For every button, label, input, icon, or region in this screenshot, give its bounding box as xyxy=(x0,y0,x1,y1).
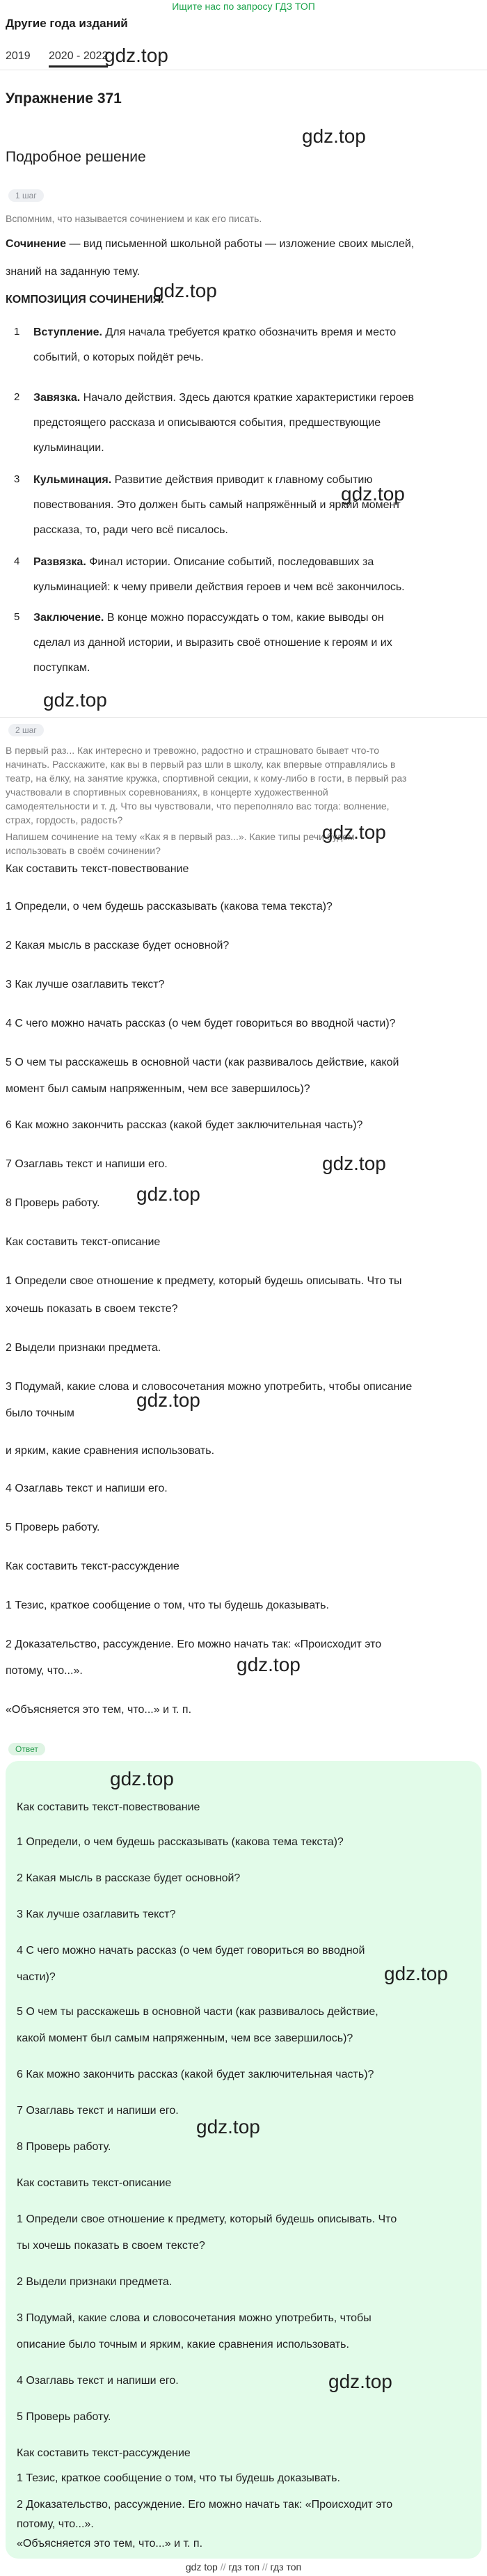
text-line: 5 О чем ты расскажешь в основной части (как развивалось действие, какой xyxy=(6,1057,399,1068)
step-badge: 1 шаг xyxy=(8,189,44,202)
text-line: было точным xyxy=(6,1407,74,1419)
answer-line: 1 Определи свое отношение к предмету, который будешь описывать. Что xyxy=(17,2213,397,2225)
text-line: Как составить текст-описание xyxy=(6,1236,161,1248)
answer-line: 5 Проверь работу. xyxy=(17,2411,111,2423)
item-term: Кульминация. xyxy=(33,474,112,486)
text-line: момент был самым напряженным, чем все завершилось)? xyxy=(6,1083,310,1095)
answer-line: 2 Выдели признаки предмета. xyxy=(17,2276,173,2288)
answer-line: потому, что...». xyxy=(17,2518,94,2530)
answer-line: 2 Какая мысль в рассказе будет основной? xyxy=(17,1872,241,1884)
answer-line: Как составить текст-описание xyxy=(17,2177,172,2189)
intro-line: самодеятельности и т. д. Что вы чувствовали, что переполняло вас тогда: волнение, xyxy=(6,800,390,812)
answer-line: ты хочешь показать в своем тексте? xyxy=(17,2240,205,2252)
watermark: gdz.top xyxy=(237,1654,301,1675)
text-line: 5 Проверь работу. xyxy=(6,1522,100,1533)
footer-link[interactable]: gdz top xyxy=(185,2561,218,2573)
footer-link[interactable]: гдз топ xyxy=(270,2561,302,2573)
text-line: 2 Выдели признаки предмета. xyxy=(6,1342,161,1354)
item-text: событий, о которых пойдёт речь. xyxy=(33,351,204,363)
answer-line: «Объясняется это тем, что...» и т. п. xyxy=(17,2538,203,2550)
answer-line: 2 Доказательство, рассуждение. Его можно начать так: «Происходит это xyxy=(17,2499,393,2511)
text-line: «Объясняется это тем, что...» и т. п. xyxy=(6,1704,192,1716)
item-text: повествования. Это должен быть самый напряжённый и яркий момент xyxy=(33,499,401,511)
watermark: gdz.top xyxy=(153,280,217,301)
item-term: Развязка. xyxy=(33,556,86,568)
answer-line: 5 О чем ты расскажешь в основной части (как развивалось действие, xyxy=(17,2006,378,2018)
composition-item xyxy=(33,550,479,600)
text-line: 8 Проверь работу. xyxy=(6,1197,100,1209)
search-hint-link[interactable]: Ищите нас по запросу ГДЗ ТОП xyxy=(172,1,315,12)
answer-line: Как составить текст-повествование xyxy=(17,1801,200,1813)
list-number: 1 xyxy=(14,326,20,338)
item-text: Финал истории. Описание событий, последовавших за xyxy=(86,556,374,568)
watermark: gdz.top xyxy=(110,1768,174,1789)
text-line: хочешь показать в своем тексте? xyxy=(6,1303,178,1315)
answer-line: 8 Проверь работу. xyxy=(17,2141,111,2153)
item-text: В конце можно порассуждать о том, какие выводы он xyxy=(104,612,384,624)
footer-links xyxy=(0,2561,487,2573)
step-task xyxy=(6,830,479,858)
composition-item xyxy=(33,468,479,543)
composition-title: КОМПОЗИЦИЯ СОЧИНЕНИЯ. xyxy=(6,294,164,306)
text-line: 6 Как можно закончить рассказ (какой будет заключительная часть)? xyxy=(6,1119,363,1131)
watermark: gdz.top xyxy=(302,125,366,147)
item-text: рассказа, то, ради чего всё писалось. xyxy=(33,524,228,536)
list-number: 4 xyxy=(14,555,20,567)
answer-line: Как составить текст-рассуждение xyxy=(17,2447,191,2459)
list-number: 5 xyxy=(14,611,20,623)
text-line: 1 Тезис, краткое сообщение о том, что ты будешь доказывать. xyxy=(6,1599,329,1611)
watermark: gdz.top xyxy=(43,689,107,711)
watermark: gdz.top xyxy=(384,1963,448,1984)
answer-line: 1 Тезис, краткое сообщение о том, что ты будешь доказывать. xyxy=(17,2472,340,2484)
item-text: Развитие действия приводит к главному событию xyxy=(111,474,373,486)
footer-link[interactable]: гдз топ xyxy=(228,2561,260,2573)
text-line: 1 Определи, о чем будешь рассказывать (какова тема текста)? xyxy=(6,901,333,912)
answer-line: части)? xyxy=(17,1971,56,1983)
text-line: Как составить текст-рассуждение xyxy=(6,1560,179,1572)
footer-separator: // xyxy=(220,2561,226,2573)
watermark: gdz.top xyxy=(136,1389,200,1411)
watermark: gdz.top xyxy=(196,2116,260,2138)
text-line: 7 Озаглавь текст и напиши его. xyxy=(6,1158,168,1170)
step-badge: 2 шаг xyxy=(8,724,44,736)
year-tab-2019[interactable]: 2019 xyxy=(6,50,31,62)
text-line: 4 С чего можно начать рассказ (о чем будет говориться во вводной части)? xyxy=(6,1018,396,1029)
item-text: поступкам. xyxy=(33,662,90,674)
answer-line: 7 Озаглавь текст и напиши его. xyxy=(17,2105,179,2117)
task-line: Напишем сочинение на тему «Как я в первый раз...». Какие типы речи будем xyxy=(6,831,355,842)
step-intro: Вспомним, что называется сочинением и как его писать. xyxy=(6,213,262,224)
watermark: gdz.top xyxy=(328,2371,392,2392)
watermark: gdz.top xyxy=(104,45,168,66)
text-line: 2 Какая мысль в рассказе будет основной? xyxy=(6,940,230,951)
intro-line: страх, гордость, радость? xyxy=(6,814,123,825)
other-years-title: Другие года изданий xyxy=(6,17,128,30)
text-line: 3 Подумай, какие слова и словосочетания можно употребить, чтобы описание xyxy=(6,1381,413,1393)
answer-line: 1 Определи, о чем будешь рассказывать (какова тема текста)? xyxy=(17,1836,344,1848)
answer-line: описание было точным и ярким, какие сравнения использовать. xyxy=(17,2339,349,2350)
intro-line: театр, на ёлку, на занятие кружка, спортивной секции, к кому-либо в гости, в первый раз xyxy=(6,773,407,784)
footer-separator: // xyxy=(262,2561,268,2573)
step-intro xyxy=(6,743,479,827)
text-line: 2 Доказательство, рассуждение. Его можно начать так: «Происходит это xyxy=(6,1638,382,1650)
item-text: Для начала требуется кратко обозначить время и место xyxy=(102,326,397,338)
item-text: кульминацией: к чему привели действия героев и чем всё закончилось. xyxy=(33,581,405,593)
intro-line: начинать. Расскажите, как вы в первый раз шли в школу, как впервые отправлялись в xyxy=(6,759,396,770)
watermark: gdz.top xyxy=(322,1153,386,1174)
watermark: gdz.top xyxy=(136,1183,200,1205)
text-line: 1 Определи свое отношение к предмету, который будешь описывать. Что ты xyxy=(6,1275,402,1287)
intro-line: В первый раз... Как интересно и тревожно, радостно и страшновато бывает что-то xyxy=(6,745,380,756)
answer-line: 4 С чего можно начать рассказ (о чем будет говориться во вводной xyxy=(17,1945,365,1957)
item-text: предстоящего рассказа и описываются события, предшествующие xyxy=(33,417,381,429)
text-line: 3 Как лучше озаглавить текст? xyxy=(6,979,165,990)
item-term: Завязка. xyxy=(33,392,81,404)
definition-text: — вид письменной школьной работы — изложение своих мыслей, xyxy=(66,238,415,250)
answer-line: какой момент был самым напряженным, чем все завершилось)? xyxy=(17,2032,353,2044)
answer-line: 4 Озаглавь текст и напиши его. xyxy=(17,2375,179,2387)
composition-item xyxy=(33,606,479,681)
list-number: 2 xyxy=(14,391,20,403)
composition-item xyxy=(33,320,479,370)
text-line: Как составить текст-повествование xyxy=(6,863,189,875)
answer-line: 6 Как можно закончить рассказ (какой будет заключительная часть)? xyxy=(17,2069,374,2080)
intro-line: участвовали в спортивных соревнованиях, в концерте художественной xyxy=(6,787,328,798)
item-term: Заключение. xyxy=(33,612,104,624)
year-tab-2020-2022[interactable]: 2020 - 2022 xyxy=(49,50,108,68)
divider xyxy=(0,717,487,718)
list-number: 3 xyxy=(14,473,20,485)
answer-line: 3 Как лучше озаглавить текст? xyxy=(17,1909,176,1920)
text-line: потому, что...». xyxy=(6,1665,83,1677)
item-term: Вступление. xyxy=(33,326,102,338)
task-line: использовать в своём сочинении? xyxy=(6,845,161,856)
text-line: и ярким, какие сравнения использовать. xyxy=(6,1445,215,1457)
item-text: сделал из данной истории, и выразить своё отношение к героям и их xyxy=(33,637,392,649)
definition xyxy=(6,237,479,252)
composition-item xyxy=(33,386,479,461)
answer-line: 3 Подумай, какие слова и словосочетания можно употребить, чтобы xyxy=(17,2312,372,2324)
item-text: Начало действия. Здесь даются краткие характеристики героев xyxy=(80,392,414,404)
text-line: 4 Озаглавь текст и напиши его. xyxy=(6,1483,168,1494)
item-text: кульминации. xyxy=(33,442,104,454)
watermark: gdz.top xyxy=(341,483,405,505)
definition-term: Сочинение xyxy=(6,238,67,250)
exercise-title: Упражнение 371 xyxy=(6,90,122,106)
definition-line: знаний на заданную тему. xyxy=(6,266,141,278)
watermark: gdz.top xyxy=(322,821,386,843)
answer-badge: Ответ xyxy=(8,1743,45,1755)
solution-title: Подробное решение xyxy=(6,149,146,165)
